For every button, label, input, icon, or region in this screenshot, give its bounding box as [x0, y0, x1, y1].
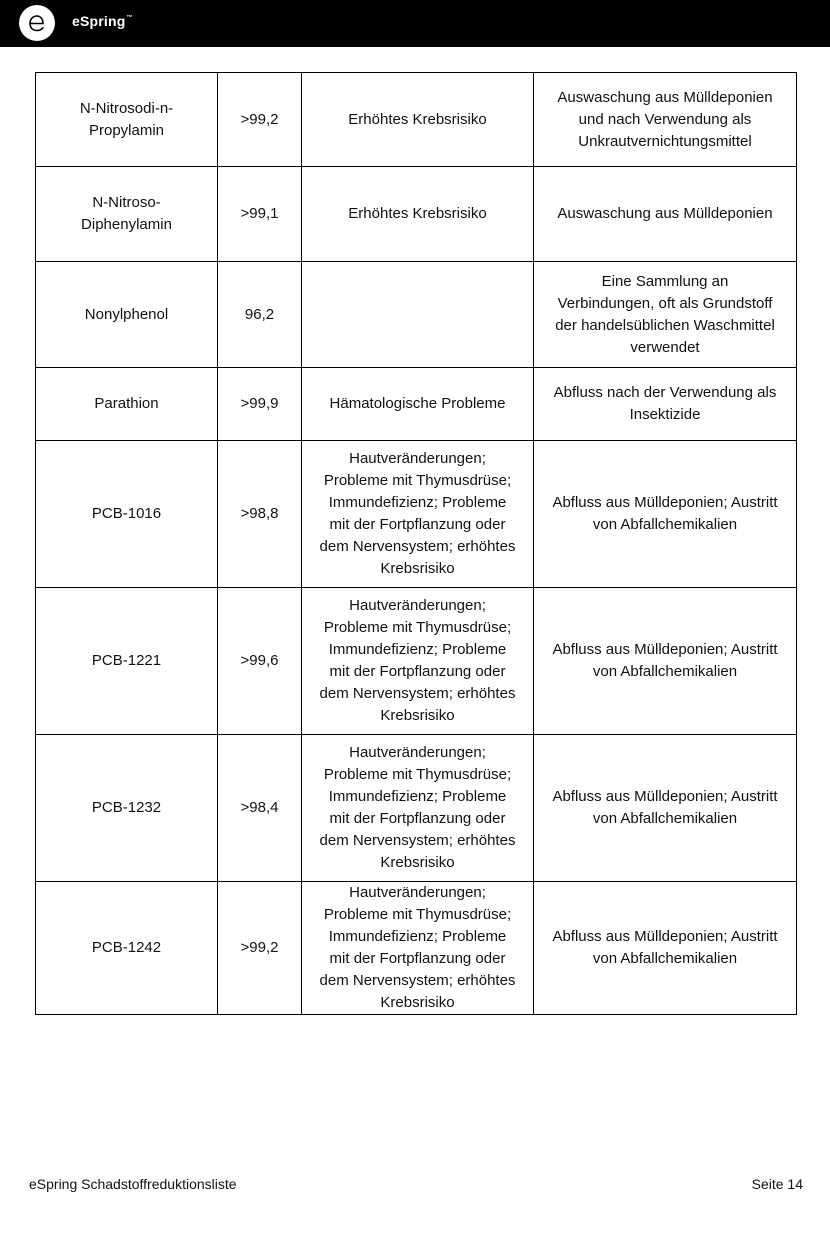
table-row — [36, 73, 797, 167]
contaminant-name: Parathion — [36, 368, 218, 441]
reduction-value: >98,4 — [218, 735, 302, 882]
trademark-mark: ™ — [126, 15, 133, 21]
table-row — [36, 368, 797, 441]
footer-page-number: Seite 14 — [751, 1176, 803, 1192]
health-effect — [302, 262, 534, 368]
page-header — [0, 0, 830, 47]
footer-document-title: eSpring Schadstoffreduktionsliste — [29, 1176, 237, 1192]
contaminant-name: N-Nitrosodi-n- Propylamin — [36, 73, 218, 167]
contaminant-name: Nonylphenol — [36, 262, 218, 368]
health-effect: Erhöhtes Krebsrisiko — [302, 73, 534, 167]
logo-e-icon — [25, 11, 49, 35]
table-row — [36, 882, 797, 1015]
health-effect: Erhöhtes Krebsrisiko — [302, 167, 534, 262]
contaminant-name: PCB-1016 — [36, 441, 218, 588]
reduction-value: >99,2 — [218, 73, 302, 167]
reduction-value: >99,2 — [218, 882, 302, 1015]
espring-logo — [19, 5, 55, 41]
contaminant-name: PCB-1221 — [36, 588, 218, 735]
health-effect: Hautveränderungen; Probleme mit Thymusdrüse; Immundefizienz; Probleme mit der Fortpflanzung oder dem Nervensystem; erhöhtes Krebsrisiko — [302, 588, 534, 735]
brand-name: eSpring™ — [72, 13, 133, 29]
reduction-value: >99,6 — [218, 588, 302, 735]
table-row — [36, 441, 797, 588]
contamination-source: Abfluss aus Mülldeponien; Austritt von Abfallchemikalien — [534, 735, 797, 882]
health-effect: Hautveränderungen; Probleme mit Thymusdrüse; Immundefizienz; Probleme mit der Fortpflanzung oder dem Nervensystem; erhöhtes Krebsrisiko — [302, 882, 534, 1015]
contamination-source: Abfluss aus Mülldeponien; Austritt von Abfallchemikalien — [534, 588, 797, 735]
health-effect: Hautveränderungen; Probleme mit Thymusdrüse; Immundefizienz; Probleme mit der Fortpflanzung oder dem Nervensystem; erhöhtes Krebsrisiko — [302, 735, 534, 882]
contamination-source: Eine Sammlung an Verbindungen, oft als Grundstoff der handelsüblichen Waschmittel verwendet — [534, 262, 797, 368]
contaminant-name: PCB-1242 — [36, 882, 218, 1015]
contamination-source: Abfluss nach der Verwendung als Insektizide — [534, 368, 797, 441]
reduction-value: 96,2 — [218, 262, 302, 368]
reduction-value: >99,9 — [218, 368, 302, 441]
contamination-source: Abfluss aus Mülldeponien; Austritt von Abfallchemikalien — [534, 441, 797, 588]
contamination-source: Abfluss aus Mülldeponien; Austritt von Abfallchemikalien — [534, 882, 797, 1015]
contaminant-name: N-Nitroso- Diphenylamin — [36, 167, 218, 262]
table-row — [36, 262, 797, 368]
contamination-source: Auswaschung aus Mülldeponien und nach Verwendung als Unkrautvernichtungsmittel — [534, 73, 797, 167]
health-effect: Hämatologische Probleme — [302, 368, 534, 441]
table-row — [36, 588, 797, 735]
reduction-value: >98,8 — [218, 441, 302, 588]
reduction-value: >99,1 — [218, 167, 302, 262]
health-effect: Hautveränderungen; Probleme mit Thymusdrüse; Immundefizienz; Probleme mit der Fortpflanzung oder dem Nervensystem; erhöhtes Krebsrisiko — [302, 441, 534, 588]
contaminant-name: PCB-1232 — [36, 735, 218, 882]
table-row — [36, 735, 797, 882]
contamination-source: Auswaschung aus Mülldeponien — [534, 167, 797, 262]
table-row — [36, 167, 797, 262]
contaminant-table — [35, 72, 797, 1015]
